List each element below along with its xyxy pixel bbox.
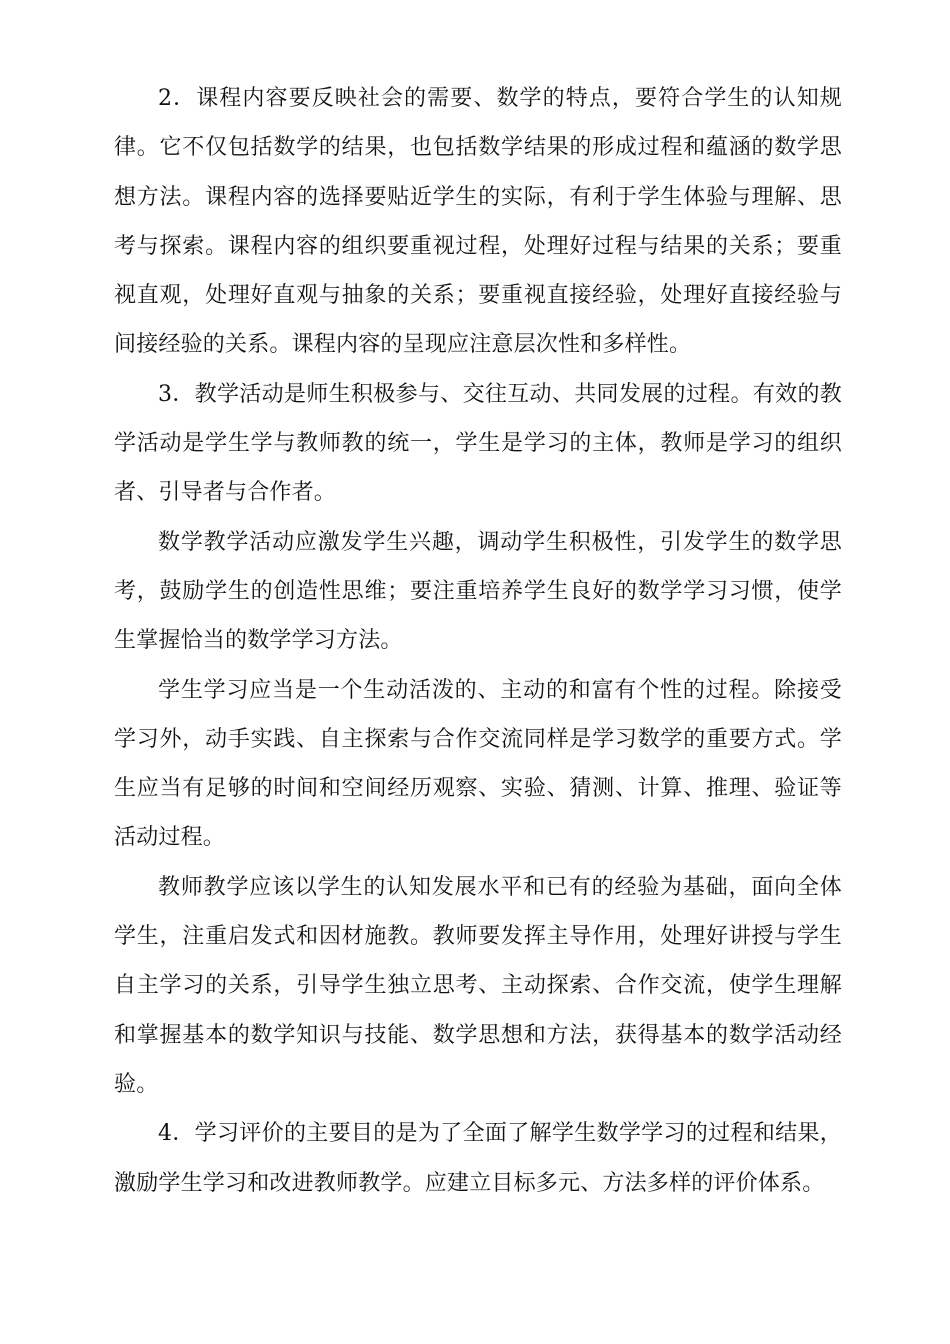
paragraph-teaching-activity: 3．教学活动是师生积极参与、交往互动、共同发展的过程。有效的教学活动是学生学与教师教的统一，学生是学习的主体，教师是学习的组织者、引导者与合作者。 [114,381,842,506]
paragraph-curriculum-content: 2．课程内容要反映社会的需要、数学的特点，要符合学生的认知规律。它不仅包括数学的结果，也包括数学结果的形成过程和蕴涵的数学思想方法。课程内容的选择要贴近学生的实际，有利于学生体验与理解、思考与探索。课程内容的组织要重视过程，处理好过程与结果的关系；要重视直观，处理好直观与抽象的关系；要重视直接经验，处理好直接经验与间接经验的关系。课程内容的呈现应注意层次性和多样性。 [114,86,842,358]
paragraph-stimulate-interest: 数学教学活动应激发学生兴趣，调动学生积极性，引发学生的数学思考，鼓励学生的创造性思维；要注重培养学生良好的数学学习习惯，使学生掌握恰当的数学学习方法。 [114,529,842,654]
paragraph-student-learning: 学生学习应当是一个生动活泼的、主动的和富有个性的过程。除接受学习外，动手实践、自主探索与合作交流同样是学习数学的重要方式。学生应当有足够的时间和空间经历观察、实验、猜测、计算、推理、验证等活动过程。 [114,677,842,851]
document-body [114,74,842,1208]
paragraph-teacher-teaching: 教师教学应该以学生的认知发展水平和已有的经验为基础，面向全体学生，注重启发式和因材施教。教师要发挥主导作用，处理好讲授与学生自主学习的关系，引导学生独立思考、主动探索、合作交流，使学生理解和掌握基本的数学知识与技能、数学思想和方法，获得基本的数学活动经验。 [114,874,842,1097]
paragraph-learning-evaluation: 4．学习评价的主要目的是为了全面了解学生数学学习的过程和结果，激励学生学习和改进教师教学。应建立目标多元、方法多样的评价体系。 [114,1121,842,1196]
